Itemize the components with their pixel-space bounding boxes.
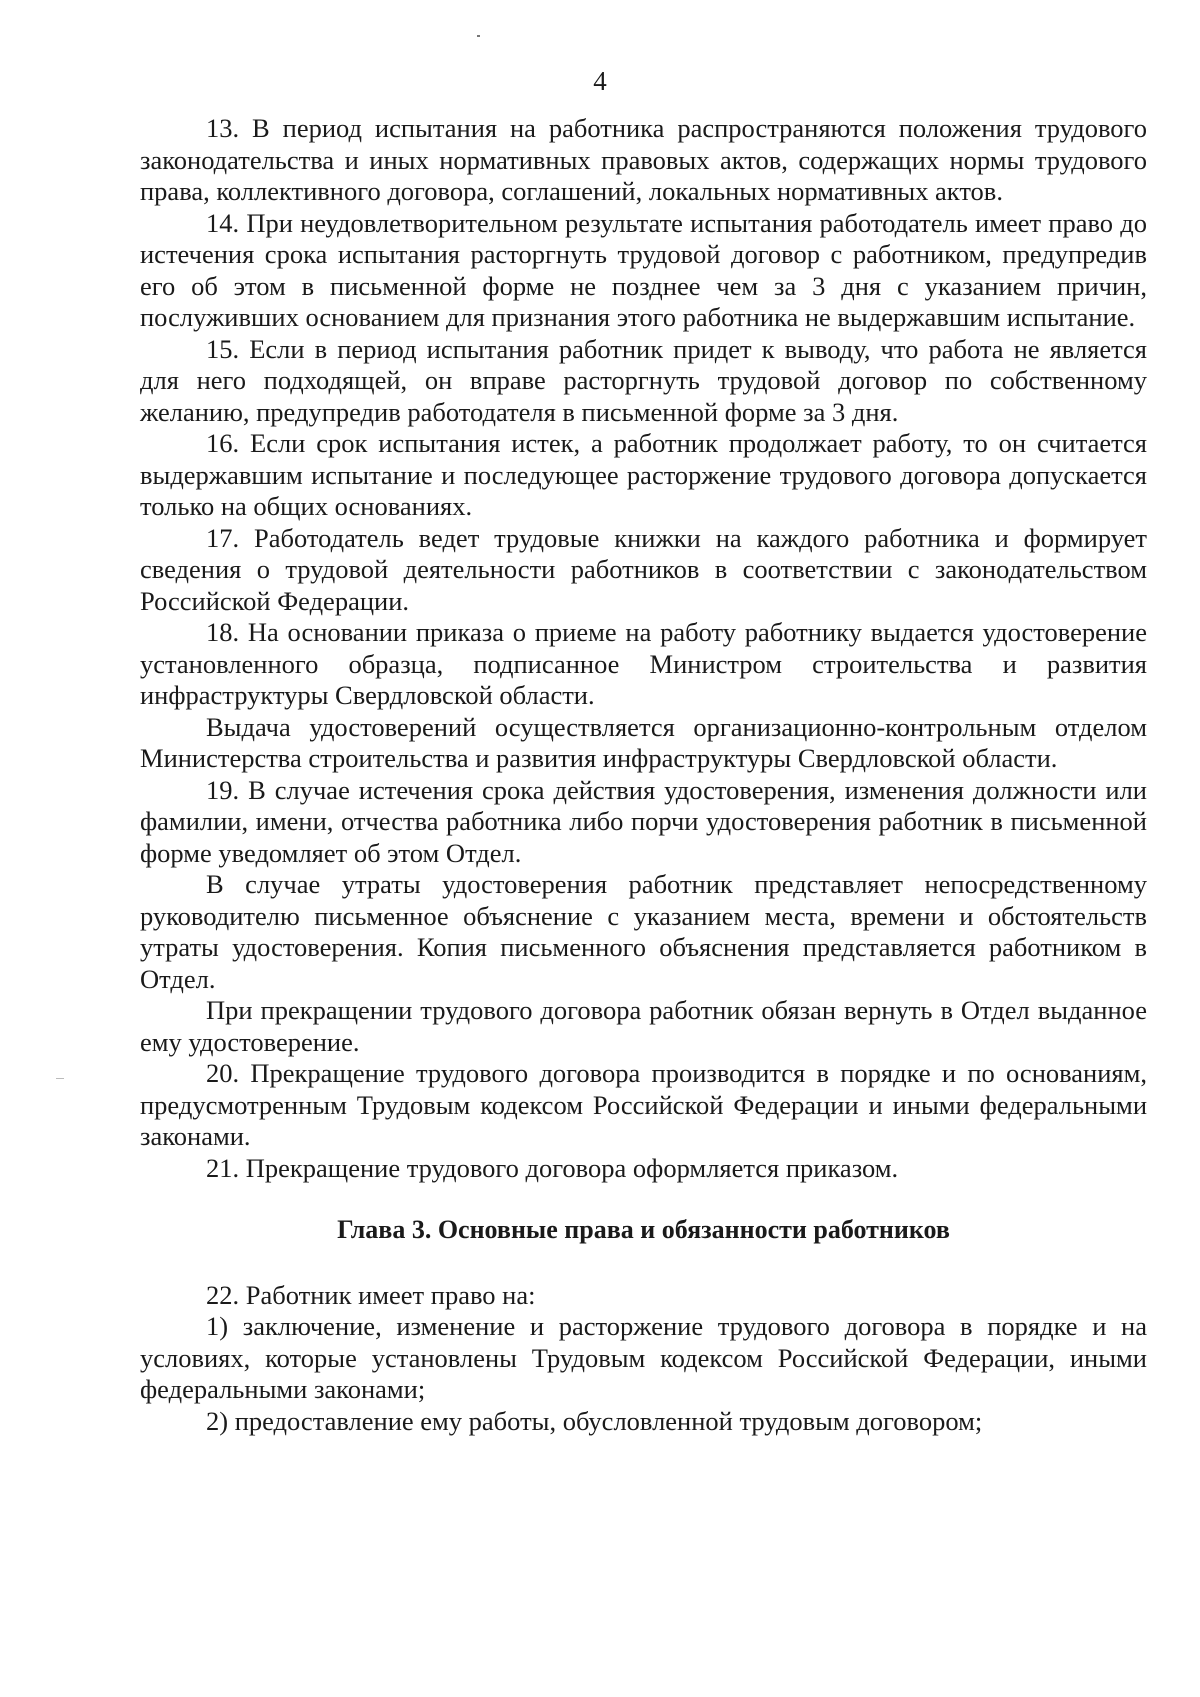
- paragraph-19-loss: В случае утраты удостоверения работник представляет непосредственному руководителю письменное объяснение с указанием места, времени и обстоятельств утраты удостоверения. Копия письменного объяснения представляется работником в Отдел.: [140, 869, 1147, 994]
- scan-speck: [56, 1078, 64, 1079]
- paragraph-19: 19. В случае истечения срока действия удостоверения, изменения должности или фамилии, имени, отчества работника либо порчи удостоверения работник в письменной форме уведомляет об этом Отдел.: [140, 774, 1147, 868]
- paragraph-16: 16. Если срок испытания истек, а работник продолжает работу, то он считается выдержавшим испытание и последующее расторжение трудового договора допускается только на общих основаниях.: [140, 428, 1147, 521]
- paragraph-22-item-1: 1) заключение, изменение и расторжение трудового договора в порядке и на условиях, которые установлены Трудовым кодексом Российской Федерации, иными федеральными законами;: [140, 1311, 1147, 1404]
- paragraph-13: 13. В период испытания на работника распространяются положения трудового законодательства и иных нормативных правовых актов, содержащих нормы трудового права, коллективного договора, соглашений, локальных нормативных актов.: [140, 113, 1147, 206]
- paragraph-22: 22. Работник имеет право на:: [206, 1279, 536, 1310]
- paragraph-19-return: При прекращении трудового договора работник обязан вернуть в Отдел выданное ему удостоверение.: [140, 995, 1147, 1057]
- paragraph-18: 18. На основании приказа о приеме на работу работнику выдается удостоверение установленного образца, подписанное Министром строительства и развития инфраструктуры Свердловской области.: [140, 617, 1147, 710]
- paragraph-21: 21. Прекращение трудового договора оформляется приказом.: [206, 1152, 899, 1183]
- page-number: 4: [593, 66, 607, 96]
- paragraph-20: 20. Прекращение трудового договора производится в порядке и по основаниям, предусмотренным Трудовым кодексом Российской Федерации и иными федеральными законами.: [140, 1058, 1147, 1151]
- paragraph-15: 15. Если в период испытания работник придет к выводу, что работа не является для него подходящей, он вправе расторгнуть трудовой договор по собственному желанию, предупредив работодателя в письменной форме за 3 дня.: [140, 333, 1147, 427]
- document-body: [140, 113, 1147, 1437]
- chapter-heading: Глава 3. Основные права и обязанности работников: [337, 1215, 950, 1244]
- paragraph-17: 17. Работодатель ведет трудовые книжки на каждого работника и формирует сведения о трудовой деятельности работников в соответствии с законодательством Российской Федерации.: [140, 522, 1147, 616]
- paragraph-14: 14. При неудовлетворительном результате испытания работодатель имеет право до истечения срока испытания расторгнуть трудовой договор с работником, предупредив его об этом в письменной форме не позднее чем за 3 дня с указанием причин, послуживших основанием для признания этого работника не выдержавшим испытание.: [140, 207, 1147, 332]
- paragraph-18-continued: Выдача удостоверений осуществляется организационно-контрольным отделом Министерства строительства и развития инфраструктуры Свердловской области.: [140, 711, 1147, 773]
- paragraph-22-item-2: 2) предоставление ему работы, обусловленной трудовым договором;: [206, 1405, 983, 1436]
- scan-speck: [477, 35, 480, 37]
